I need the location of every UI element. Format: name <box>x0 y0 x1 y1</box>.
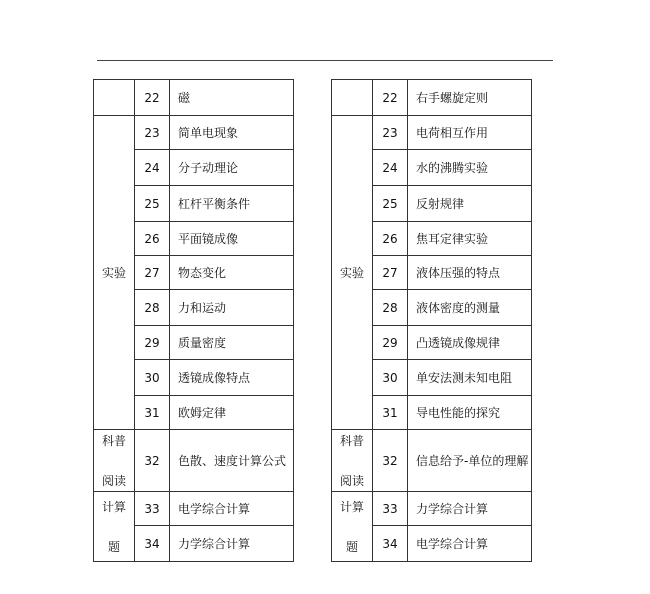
topic-cell: 磁 <box>170 80 294 116</box>
topic-cell: 导电性能的探究 <box>408 396 532 430</box>
number-cell: 31 <box>373 396 408 430</box>
topic-cell: 水的沸腾实验 <box>408 150 532 186</box>
category-cell: 实验 <box>332 116 373 430</box>
topic-cell: 平面镜成像 <box>170 222 294 256</box>
topic-cell: 色散、速度计算公式 <box>170 430 294 492</box>
table-row <box>332 80 532 116</box>
topic-cell: 透镜成像特点 <box>170 360 294 396</box>
topic-cell: 欧姆定律 <box>170 396 294 430</box>
topic-cell: 反射规律 <box>408 186 532 222</box>
table-row <box>332 492 532 526</box>
number-cell: 33 <box>373 492 408 526</box>
number-cell: 28 <box>135 290 170 326</box>
number-cell: 30 <box>373 360 408 396</box>
topic-cell: 电学综合计算 <box>170 492 294 526</box>
number-cell: 28 <box>373 290 408 326</box>
topic-cell: 单安法测未知电阻 <box>408 360 532 396</box>
topic-cell: 电荷相互作用 <box>408 116 532 150</box>
topic-cell: 右手螺旋定则 <box>408 80 532 116</box>
number-cell: 32 <box>373 430 408 492</box>
number-cell: 22 <box>373 80 408 116</box>
number-cell: 34 <box>135 526 170 562</box>
table-row <box>332 116 532 150</box>
category-cell <box>332 80 373 116</box>
table-row <box>332 430 532 492</box>
number-cell: 27 <box>135 256 170 290</box>
number-cell: 29 <box>135 326 170 360</box>
number-cell: 30 <box>135 360 170 396</box>
topic-cell: 杠杆平衡条件 <box>170 186 294 222</box>
number-cell: 26 <box>135 222 170 256</box>
topic-cell: 液体压强的特点 <box>408 256 532 290</box>
topic-cell: 物态变化 <box>170 256 294 290</box>
number-cell: 26 <box>373 222 408 256</box>
number-cell: 34 <box>373 526 408 562</box>
number-cell: 24 <box>135 150 170 186</box>
number-cell: 29 <box>373 326 408 360</box>
topic-cell: 力学综合计算 <box>408 492 532 526</box>
topic-cell: 电学综合计算 <box>408 526 532 562</box>
topic-cell: 分子动理论 <box>170 150 294 186</box>
number-cell: 24 <box>373 150 408 186</box>
table-row <box>94 430 294 492</box>
category-cell: 科普 阅读 <box>94 430 135 492</box>
table-row <box>94 80 294 116</box>
number-cell: 33 <box>135 492 170 526</box>
number-cell: 32 <box>135 430 170 492</box>
top-rule <box>97 60 553 61</box>
number-cell: 23 <box>373 116 408 150</box>
left-table <box>93 79 294 562</box>
table-row <box>94 492 294 526</box>
number-cell: 22 <box>135 80 170 116</box>
category-cell: 实验 <box>94 116 135 430</box>
category-cell: 计算 题 <box>94 492 135 562</box>
category-cell: 计算 题 <box>332 492 373 562</box>
topic-cell: 简单电现象 <box>170 116 294 150</box>
number-cell: 31 <box>135 396 170 430</box>
topic-cell: 信息给予-单位的理解 <box>408 430 532 492</box>
number-cell: 25 <box>135 186 170 222</box>
right-table <box>331 79 532 562</box>
topic-cell: 力学综合计算 <box>170 526 294 562</box>
topic-cell: 质量密度 <box>170 326 294 360</box>
topic-cell: 力和运动 <box>170 290 294 326</box>
category-cell: 科普 阅读 <box>332 430 373 492</box>
topic-cell: 焦耳定律实验 <box>408 222 532 256</box>
category-cell <box>94 80 135 116</box>
topic-cell: 液体密度的测量 <box>408 290 532 326</box>
table-row <box>94 116 294 150</box>
number-cell: 25 <box>373 186 408 222</box>
number-cell: 23 <box>135 116 170 150</box>
topic-cell: 凸透镜成像规律 <box>408 326 532 360</box>
number-cell: 27 <box>373 256 408 290</box>
